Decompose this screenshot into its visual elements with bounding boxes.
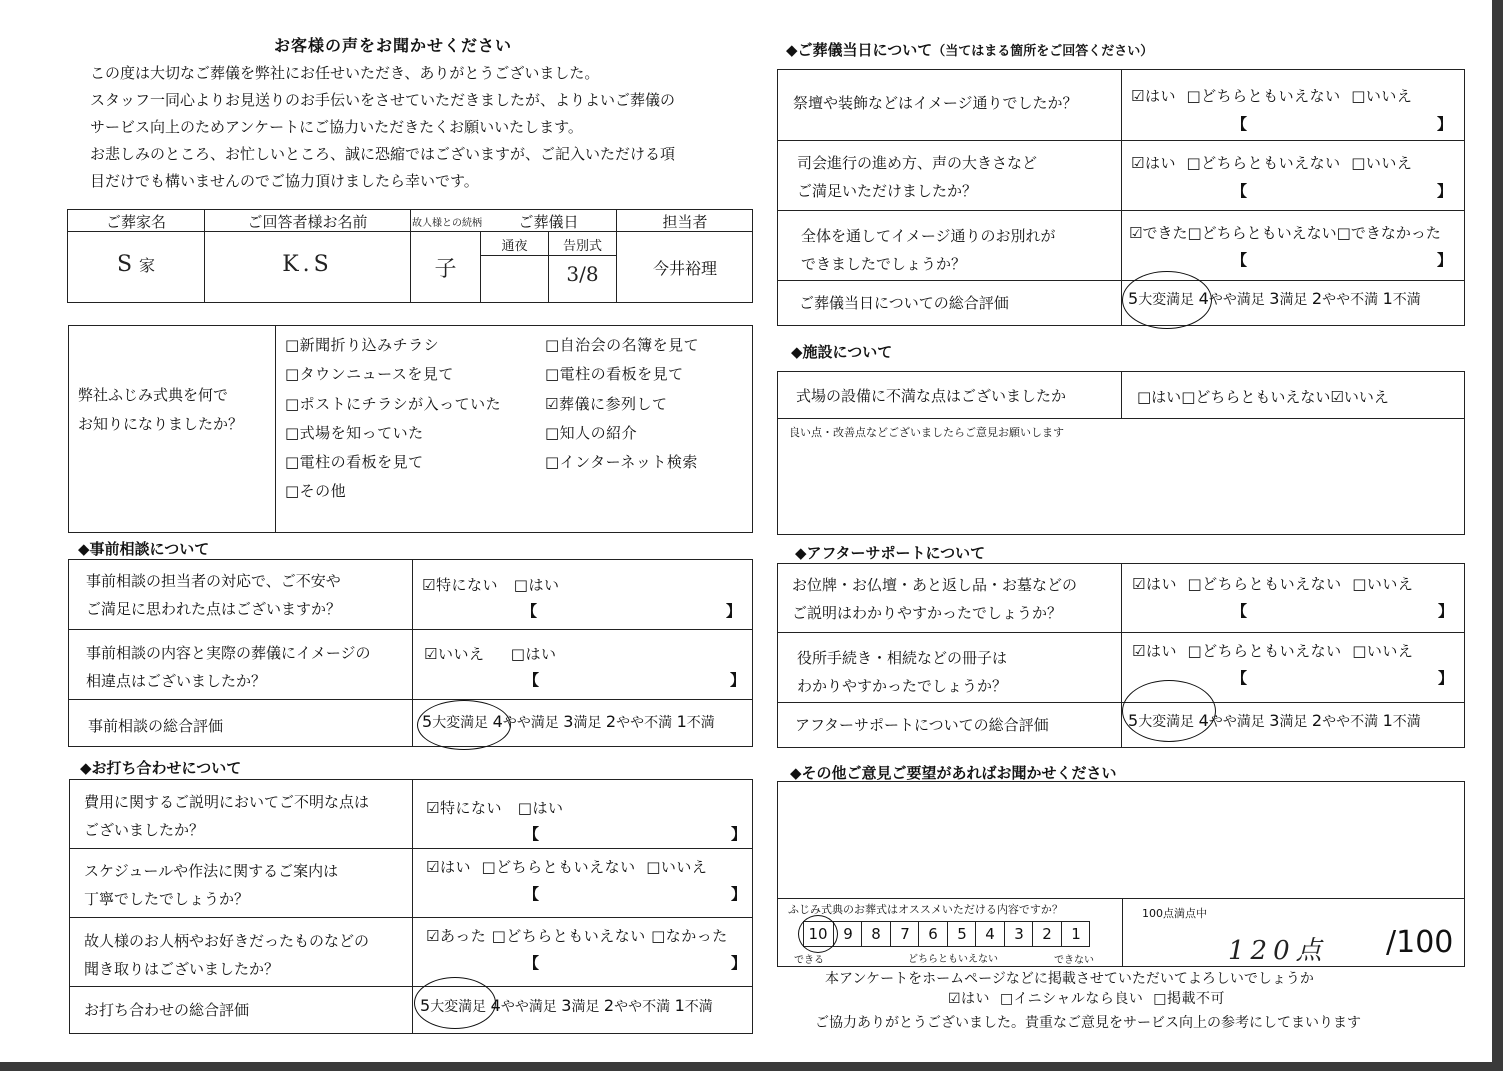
scale-8[interactable]: 8 xyxy=(861,922,890,946)
section-heading-dayof xyxy=(786,39,1153,60)
option-checkbox[interactable]: ☑はい xyxy=(1131,87,1176,105)
scan-edge-bottom xyxy=(0,1062,1503,1071)
scale-7[interactable]: 7 xyxy=(890,922,919,946)
rating-4-label: やや満足 xyxy=(500,999,557,1015)
section-heading-other: ◆その他ご意見ご要望があればお聞かせください xyxy=(790,764,1117,782)
intro-line: スタッフ一同心よりお見送りのお手伝いをさせていただきましたが、よりよいご葬儀の xyxy=(90,91,676,109)
question-line: お位牌・お仏壇・あと返し品・お墓などの xyxy=(792,576,1078,594)
header-staff: 担当者 xyxy=(662,213,708,231)
option-checkbox[interactable]: □どちらともいえない xyxy=(491,927,646,945)
question-line: 費用に関するご説明においてご不明な点は xyxy=(84,793,370,811)
family-suffix: 家 xyxy=(139,256,156,275)
option-checkbox[interactable]: □いいえ xyxy=(646,858,708,876)
scale-5[interactable]: 5 xyxy=(947,922,976,946)
meeting-q3 xyxy=(84,927,369,983)
option-checkbox[interactable]: □なかった xyxy=(651,927,728,945)
rating-3-label: 満足 xyxy=(1279,292,1308,308)
rating-5[interactable]: 5 xyxy=(420,996,431,1015)
source-options-right xyxy=(545,331,699,477)
option-checkbox[interactable]: □どちらともいえない xyxy=(1186,87,1341,105)
header-respondent: ご回答者様お名前 xyxy=(247,213,368,231)
dayof-q1: 祭壇や装飾などはイメージ通りでしたか？ xyxy=(793,94,1078,112)
option-checkbox[interactable]: □いいえ xyxy=(1352,575,1414,593)
divider xyxy=(1121,69,1122,326)
section-heading-facility: ◆施設について xyxy=(791,343,893,361)
score-label: 100点満点中 xyxy=(1142,907,1207,920)
rating-2-label: やや不満 xyxy=(1322,292,1379,308)
after-q1-options xyxy=(1132,573,1413,594)
bracket-open: 【 xyxy=(1232,669,1248,687)
intro-line: この度は大切なご葬儀を弊社にお任せいただき、ありがとうございました。 xyxy=(90,64,600,82)
rating-4-label: やや満足 xyxy=(1208,292,1265,308)
bracket-close: 】 xyxy=(1438,669,1454,687)
rating-5[interactable]: 5 xyxy=(1128,289,1139,308)
question-line: できましたでしょうか？ xyxy=(801,255,967,273)
rating-1-label: 不満 xyxy=(1392,714,1421,730)
option-checkbox[interactable]: ☑いいえ xyxy=(1330,388,1389,406)
divider xyxy=(412,779,413,1034)
after-q1 xyxy=(792,571,1077,627)
question-line: 故人様のお人柄やお好きだったものなどの xyxy=(84,932,370,950)
rating-5-label: 大変満足 xyxy=(432,715,489,731)
rating-1-label: 不満 xyxy=(1392,292,1421,308)
option-checkbox[interactable]: ☑特にない xyxy=(422,576,498,594)
bracket-close: 】 xyxy=(730,671,746,689)
staff-value: 今井裕理 xyxy=(652,259,717,278)
rating-3[interactable]: 3 xyxy=(1269,289,1280,308)
rating-3[interactable]: 3 xyxy=(1269,711,1280,730)
bracket-open: 【 xyxy=(1232,115,1248,133)
selected-rating-circle xyxy=(1122,680,1216,742)
divider xyxy=(777,210,1465,211)
heading-note: （当てはまる箇所をご回答ください） xyxy=(932,44,1154,59)
option-checkbox[interactable]: □いいえ xyxy=(1351,154,1413,172)
facility-q1-options xyxy=(1137,386,1389,407)
dayof-q3 xyxy=(801,222,1056,278)
rating-5[interactable]: 5 xyxy=(422,712,433,731)
consult-rating-label: 事前相談の総合評価 xyxy=(88,717,224,735)
bracket-close: 】 xyxy=(731,825,747,843)
rating-1[interactable]: 1 xyxy=(676,712,687,731)
intro-line: お悲しみのところ、お忙しいところ、誠に恐縮ではございますが、ご記入いただける項 xyxy=(90,145,676,163)
intro-line: サービス向上のためアンケートにご協力いただきたくお願いいたします。 xyxy=(90,118,583,136)
divider xyxy=(68,699,753,700)
scale-1[interactable]: 1 xyxy=(1061,922,1090,946)
meeting-q2-options xyxy=(426,856,707,877)
after-q2 xyxy=(797,644,1007,700)
selected-rating-circle xyxy=(1122,271,1212,329)
question-line: 司会進行の進め方、声の大きさなど xyxy=(797,154,1038,172)
option-checkbox[interactable]: ☑はい xyxy=(1131,154,1176,172)
bracket-close: 】 xyxy=(1437,115,1453,133)
source-option[interactable]: □電柱の看板を見て xyxy=(545,365,684,384)
bracket-close: 】 xyxy=(726,602,742,620)
option-checkbox[interactable]: □どちらともいえない xyxy=(1187,642,1342,660)
divider xyxy=(777,702,1465,703)
option-checkbox[interactable]: ☑はい xyxy=(1132,642,1177,660)
option-checkbox[interactable]: □どちらともいえない xyxy=(481,858,636,876)
rating-5[interactable]: 5 xyxy=(1128,711,1139,730)
rating-3-label: 満足 xyxy=(573,715,602,731)
question-line: 相違点はございましたか？ xyxy=(86,672,267,690)
source-option[interactable]: ☑葬儀に参列して xyxy=(545,394,668,413)
dayof-q2 xyxy=(797,149,1037,205)
question-line: 聞き取りはございましたか？ xyxy=(84,960,280,978)
option-checkbox[interactable]: □いいえ xyxy=(1352,642,1414,660)
selected-scale-circle xyxy=(798,915,838,953)
score-value[interactable]: 120点 xyxy=(1228,936,1328,966)
facility-comment-area[interactable] xyxy=(785,442,1457,530)
question-line: 役所手続き・相続などの冊子は xyxy=(797,649,1008,667)
meeting-q2 xyxy=(84,857,338,913)
rating-3[interactable]: 3 xyxy=(561,996,572,1015)
intro-text xyxy=(90,60,675,195)
divider xyxy=(68,629,753,630)
scale-left-label: できる xyxy=(794,955,824,966)
heading-text: ◆ご葬儀当日について xyxy=(786,41,933,59)
thanks-text: ご協力ありがとうございました。貴重なご意見をサービス向上の参考にしてまいります xyxy=(815,1015,1361,1031)
divider xyxy=(69,848,753,849)
scale-mid-label: どちらともいえない xyxy=(908,954,998,965)
rating-4[interactable]: 4 xyxy=(1198,289,1209,308)
rating-5-label: 大変満足 xyxy=(1138,714,1195,730)
scale-4[interactable]: 4 xyxy=(975,922,1004,946)
option-checkbox[interactable]: □いいえ xyxy=(1351,87,1413,105)
other-comment-area[interactable] xyxy=(785,788,1457,893)
bracket-open: 【 xyxy=(524,825,540,843)
question-line: スケジュールや作法に関するご案内は xyxy=(84,862,339,880)
section-heading-consult: ◆事前相談について xyxy=(78,540,210,558)
dayof-q1-options xyxy=(1131,85,1412,106)
bracket-close: 】 xyxy=(731,885,747,903)
rating-4-label: やや満足 xyxy=(502,715,559,731)
consult-q2 xyxy=(86,639,371,695)
rating-4-label: やや満足 xyxy=(1208,714,1265,730)
rating-3-label: 満足 xyxy=(571,999,600,1015)
rating-2[interactable]: 2 xyxy=(605,712,617,731)
bracket-close: 】 xyxy=(1437,251,1453,269)
question-line: 全体を通してイメージ通りのお別れが xyxy=(801,227,1056,245)
divider xyxy=(69,986,753,987)
option-checkbox[interactable]: ☑はい xyxy=(1132,575,1177,593)
subheader-funeral: 告別式 xyxy=(562,239,602,254)
rating-1[interactable]: 1 xyxy=(674,996,685,1015)
divider xyxy=(1122,898,1123,967)
divider xyxy=(777,632,1465,633)
option-checkbox[interactable]: □はい xyxy=(510,645,557,663)
question-line: お知りになりましたか？ xyxy=(78,415,244,433)
bracket-open: 【 xyxy=(522,602,538,620)
bracket-open: 【 xyxy=(1232,602,1248,620)
source-option[interactable]: □インターネット検索 xyxy=(545,453,698,472)
option-checkbox[interactable]: □どちらともいえない xyxy=(1181,388,1331,406)
rating-2-label: やや不満 xyxy=(616,715,673,731)
header-family: ご葬家名 xyxy=(105,213,166,231)
question-line: 丁寧でしたでしょうか？ xyxy=(84,890,250,908)
source-option[interactable]: □自治会の名簿を見て xyxy=(545,336,700,354)
consult-q1 xyxy=(86,567,341,623)
divider xyxy=(777,418,1465,419)
selected-rating-circle xyxy=(417,700,511,750)
question-line: わかりやすかったでしょうか？ xyxy=(797,677,1008,695)
rating-1[interactable]: 1 xyxy=(1382,711,1393,730)
scan-edge-right xyxy=(1492,0,1503,1071)
rating-5-label: 大変満足 xyxy=(1138,292,1195,308)
rating-2[interactable]: 2 xyxy=(603,996,615,1015)
rating-4[interactable]: 4 xyxy=(490,996,501,1015)
source-option[interactable]: □タウンニュースを見て xyxy=(285,365,454,384)
bracket-open: 【 xyxy=(524,954,540,972)
consult-q1-options xyxy=(422,574,559,595)
score-max: /100 xyxy=(1386,925,1454,960)
rating-2-label: やや不満 xyxy=(1322,714,1379,730)
dayof-q3-options xyxy=(1129,222,1441,243)
option-checkbox[interactable]: □どちらともいえない xyxy=(1186,154,1341,172)
divider xyxy=(777,280,1465,281)
option-checkbox[interactable]: □できなかった xyxy=(1336,224,1441,242)
dayof-q2-options xyxy=(1131,152,1412,173)
question-line: ご説明はわかりやすかったでしょうか？ xyxy=(792,604,1063,622)
option-checkbox[interactable]: □はい xyxy=(517,799,564,817)
divider xyxy=(777,898,1465,899)
scale-2[interactable]: 2 xyxy=(1032,922,1061,946)
source-option[interactable]: □式場を知っていた xyxy=(285,423,424,442)
question-line: 事前相談の内容と実際の葬儀にイメージの xyxy=(86,644,371,662)
rating-4[interactable]: 4 xyxy=(1198,711,1209,730)
divider xyxy=(412,559,413,747)
consult-q2-options xyxy=(424,643,556,664)
section-heading-meeting: ◆お打ち合わせについて xyxy=(80,759,242,777)
bracket-close: 】 xyxy=(1438,602,1454,620)
after-q2-options xyxy=(1132,640,1413,661)
meeting-q1 xyxy=(84,788,369,844)
option-checkbox[interactable]: □どちらともいえない xyxy=(1187,575,1342,593)
rating-3-label: 満足 xyxy=(1279,714,1308,730)
option-checkbox[interactable]: □はい xyxy=(513,576,560,594)
divider xyxy=(777,140,1465,141)
source-option[interactable]: □その他 xyxy=(285,482,347,501)
divider xyxy=(275,325,276,533)
rating-3[interactable]: 3 xyxy=(563,712,574,731)
rating-1[interactable]: 1 xyxy=(1382,289,1393,308)
after-rating-label: アフターサポートについての総合評価 xyxy=(795,716,1049,734)
divider xyxy=(480,255,616,256)
option-checkbox[interactable]: □イニシャルなら良い xyxy=(999,991,1144,1007)
bracket-close: 】 xyxy=(1437,182,1453,200)
source-option[interactable]: □知人の紹介 xyxy=(545,423,638,442)
family-name-value xyxy=(68,252,204,277)
rating-1-label: 不満 xyxy=(686,715,715,731)
rating-4[interactable]: 4 xyxy=(492,712,503,731)
selected-rating-circle xyxy=(414,977,496,1029)
funeral-date-value: 3/8 xyxy=(566,262,599,286)
question-line: ございましたか？ xyxy=(84,821,205,839)
option-checkbox[interactable]: ☑はい xyxy=(948,991,991,1007)
meeting-q1-options xyxy=(426,797,563,818)
rating-2[interactable]: 2 xyxy=(1311,289,1323,308)
option-checkbox[interactable]: ☑できた xyxy=(1129,224,1188,242)
option-checkbox[interactable]: □はい xyxy=(1137,388,1182,406)
option-checkbox[interactable]: ☑はい xyxy=(426,858,471,876)
bracket-open: 【 xyxy=(524,671,540,689)
question-line: ご満足いただけましたか？ xyxy=(797,182,978,200)
rating-2-label: やや不満 xyxy=(614,999,671,1015)
bracket-open: 【 xyxy=(1232,182,1248,200)
bracket-open: 【 xyxy=(524,885,540,903)
section-heading-after: ◆アフターサポートについて xyxy=(795,544,986,562)
header-date: ご葬儀日 xyxy=(518,213,579,231)
scale-9[interactable]: 9 xyxy=(833,922,862,946)
question-line: 事前相談の担当者の対応で、ご不安や xyxy=(86,572,341,590)
option-checkbox[interactable]: ☑いいえ xyxy=(424,645,485,663)
divider xyxy=(1121,563,1122,748)
facility-q1: 式場の設備に不満な点はございましたか xyxy=(796,387,1067,405)
dayof-rating-label: ご葬儀当日についての総合評価 xyxy=(799,294,1009,312)
option-checkbox[interactable]: ☑あった xyxy=(426,927,487,945)
rating-5-label: 大変満足 xyxy=(430,999,487,1015)
source-question xyxy=(78,381,243,439)
publish-options xyxy=(948,988,1225,1008)
scale-right-label: できない xyxy=(1054,955,1094,966)
scale-6[interactable]: 6 xyxy=(918,922,947,946)
family-initial: S xyxy=(116,252,133,277)
publish-question: 本アンケートをホームページなどに掲載させていただいてよろしいでしょうか xyxy=(825,971,1314,987)
recommend-scale xyxy=(803,921,1090,947)
intro-line: 目だけでも構いませんのでご協力頂けましたら幸いです。 xyxy=(90,172,479,190)
rating-2[interactable]: 2 xyxy=(1311,711,1323,730)
question-line: ご満足に思われた点はございますか？ xyxy=(86,600,342,618)
divider xyxy=(69,917,753,918)
respondent-value: K.S xyxy=(282,252,333,277)
source-option[interactable]: □電柱の看板を見て xyxy=(285,453,424,472)
divider xyxy=(1121,371,1122,418)
question-line: 弊社ふじみ式典を何で xyxy=(78,386,229,404)
source-options-left xyxy=(285,331,501,507)
source-option[interactable]: □ポストにチラシが入っていた xyxy=(285,394,502,413)
recommend-question: ふじみ式典のお葬式はオススメいただける内容ですか？ xyxy=(788,903,1063,916)
relation-value: 子 xyxy=(434,257,457,282)
rating-1-label: 不満 xyxy=(684,999,713,1015)
meeting-q3-options xyxy=(426,925,728,946)
meeting-rating-label: お打ち合わせの総合評価 xyxy=(84,1001,250,1019)
bracket-close: 】 xyxy=(731,954,747,972)
bracket-open: 【 xyxy=(1232,251,1248,269)
option-checkbox[interactable]: ☑特にない xyxy=(426,799,502,817)
option-checkbox[interactable]: □掲載不可 xyxy=(1153,991,1225,1007)
page-title: お客様の声をお聞かせください xyxy=(274,36,513,55)
subheader-wake: 通夜 xyxy=(501,239,528,254)
option-checkbox[interactable]: □どちらともいえない xyxy=(1187,224,1337,242)
header-relation: 故人様との続柄 xyxy=(412,218,482,229)
scale-10[interactable]: 10 xyxy=(808,925,828,943)
scale-3[interactable]: 3 xyxy=(1004,922,1033,946)
facility-comment-label: 良い点・改善点などございましたらご意見お願いします xyxy=(789,426,1064,439)
source-option[interactable]: □新聞折り込みチラシ xyxy=(285,336,440,354)
